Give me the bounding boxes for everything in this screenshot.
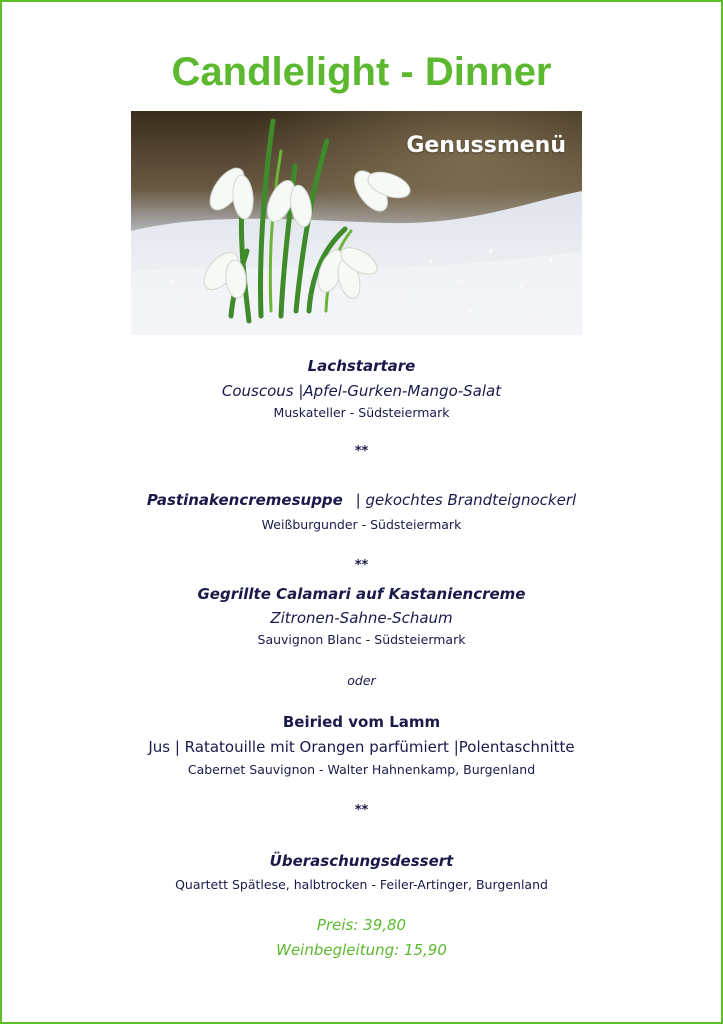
hero-label: Genussmenü (406, 133, 566, 158)
course3b-description: Jus | Ratatouille mit Orangen parfümiert |Polentaschnitte (148, 738, 575, 756)
course2-description: | gekochtes Brandteignockerl (355, 491, 577, 509)
wine-pairing-price: Weinbegleitung: 15,90 (276, 941, 447, 959)
course4-name: Überaschungsdessert (269, 852, 454, 870)
course2-wine: Weißburgunder - Südsteiermark (261, 517, 462, 532)
course2-line (2, 491, 721, 509)
page-title: Candlelight - Dinner (171, 50, 552, 94)
course4-wine: Quartett Spätlese, halbtrocken - Feiler-Artinger, Burgenland (175, 877, 548, 892)
hero-image (131, 111, 582, 335)
course3b-wine: Cabernet Sauvignon - Walter Hahnenkamp, Burgenland (187, 762, 536, 777)
separator-3: ** (354, 803, 369, 818)
course3-name: Gegrillte Calamari auf Kastaniencreme (197, 585, 526, 603)
course3-description: Zitronen-Sahne-Schaum (270, 609, 453, 627)
or-label: oder (347, 673, 376, 688)
course1-wine: Muskateller - Südsteiermark (273, 405, 450, 420)
separator-2: ** (354, 558, 369, 573)
course2-name: Pastinakencremesuppe (146, 491, 343, 509)
course3b-name: Beiried vom Lamm (282, 713, 441, 731)
course3-wine: Sauvignon Blanc - Südsteiermark (257, 632, 466, 647)
separator-1: ** (354, 444, 369, 459)
course1-description: Couscous |Apfel-Gurken-Mango-Salat (221, 382, 502, 400)
price: Preis: 39,80 (316, 916, 407, 934)
course1-name: Lachstartare (307, 357, 416, 375)
